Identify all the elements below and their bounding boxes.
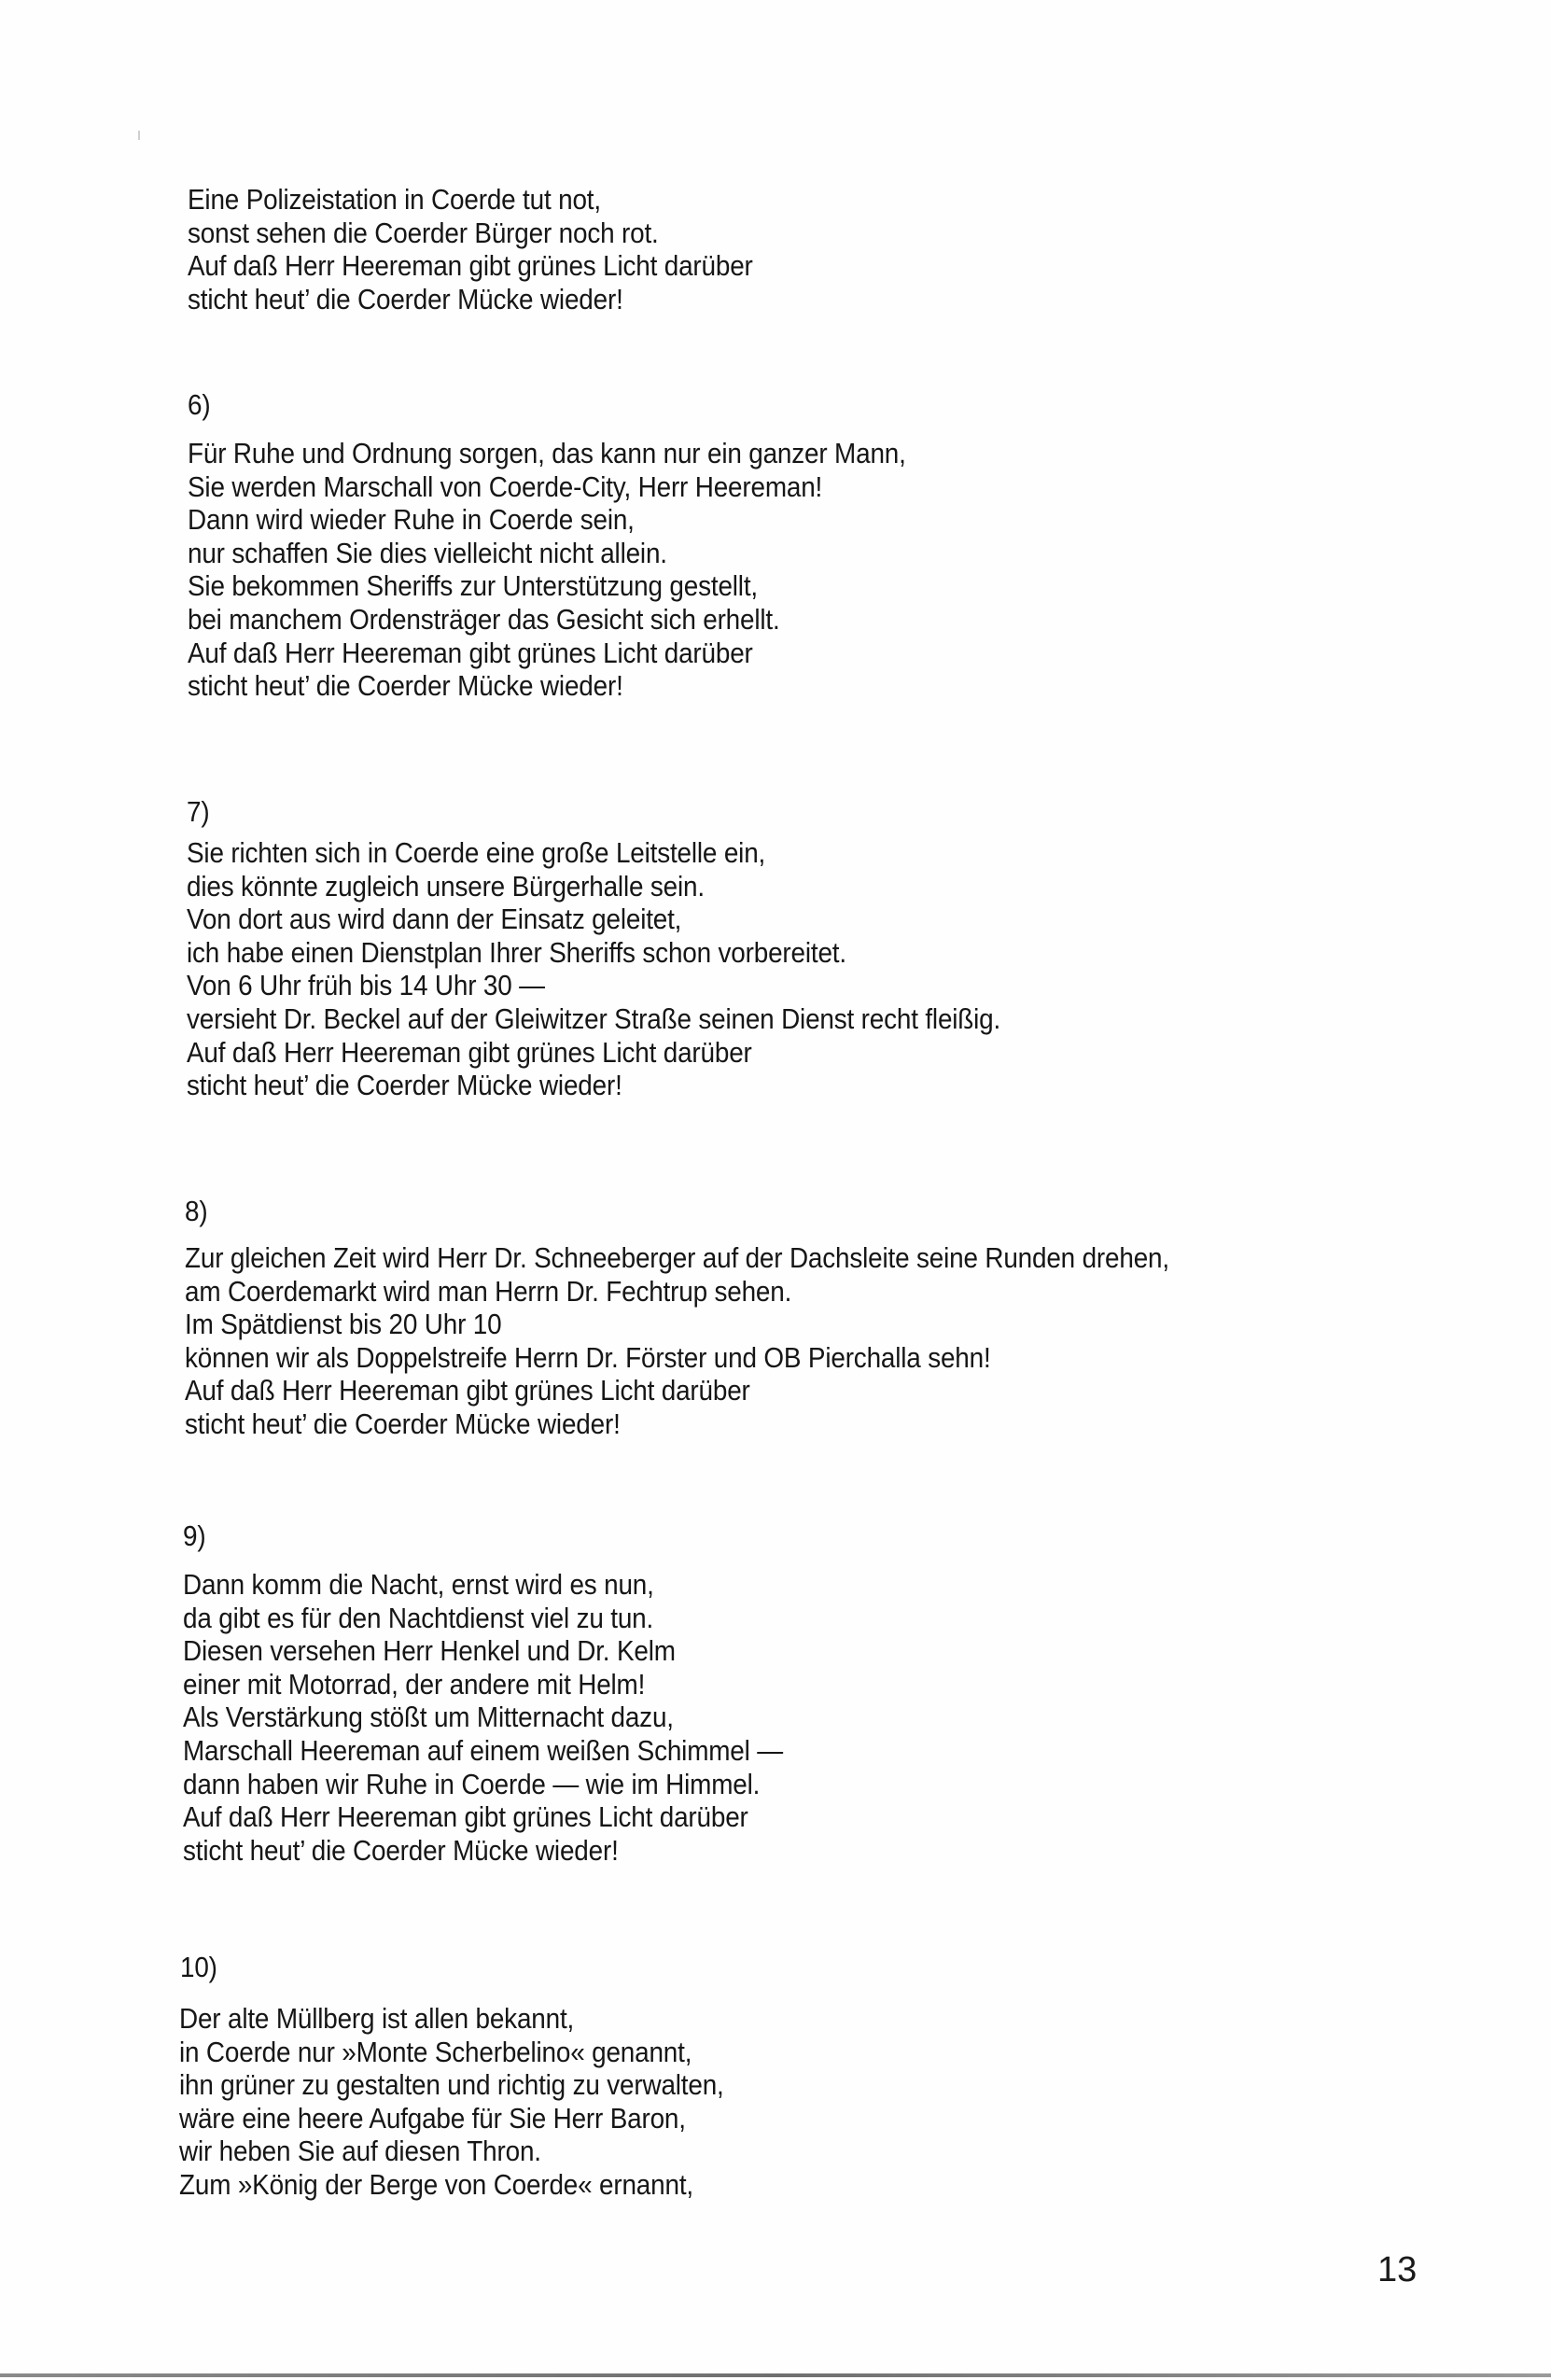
page-bottom-edge xyxy=(0,2373,1551,2377)
verse-line: Sie richten sich in Coerde eine große Leitstelle ein, xyxy=(187,836,766,869)
verse-line: Sie werden Marschall von Coerde-City, Herr Heereman! xyxy=(188,469,823,503)
stanza-9 xyxy=(183,1568,849,1867)
stanza-number: 6) xyxy=(188,388,211,421)
page-number: 13 xyxy=(1377,2250,1418,2289)
verse-line: Zum »König der Berge von Coerde« ernannt, xyxy=(179,2167,693,2201)
verse-line: Im Spätdienst bis 20 Uhr 10 xyxy=(185,1308,502,1341)
stanza-number: 10) xyxy=(180,1951,217,1983)
verse-line: Eine Polizeistation in Coerde tut not, xyxy=(188,183,601,216)
verse-line: nur schaffen Sie dies vielleicht nicht allein. xyxy=(188,536,667,569)
stanza-6 xyxy=(188,437,985,703)
verse-line: Als Verstärkung stößt um Mitternacht dazu, xyxy=(183,1701,674,1734)
verse-line: am Coerdemarkt wird man Herrn Dr. Fechtrup sehen. xyxy=(185,1274,792,1308)
verse-line: Zur gleichen Zeit wird Herr Dr. Schneeberger auf der Dachsleite seine Runden drehen, xyxy=(185,1241,1169,1274)
verse-line: Der alte Müllberg ist allen bekannt, xyxy=(179,2002,575,2035)
verse-line: Sie bekommen Sheriffs zur Unterstützung gestellt, xyxy=(188,569,758,603)
verse-line: versieht Dr. Beckel auf der Gleiwitzer Straße seinen Dienst recht fleißig. xyxy=(187,1001,1001,1035)
stanza-number: 7) xyxy=(187,795,210,828)
verse-line: da gibt es für den Nachtdienst viel zu tun. xyxy=(183,1601,654,1634)
verse-line: Dann komm die Nacht, ernst wird es nun, xyxy=(183,1568,654,1601)
verse-line: ihn grüner zu gestalten und richtig zu verwalten, xyxy=(179,2068,724,2102)
verse-line: sticht heut’ die Coerder Mücke wieder! xyxy=(187,1069,622,1102)
verse-line: Auf daß Herr Heereman gibt grünes Licht darüber xyxy=(183,1800,748,1834)
verse-line: Auf daß Herr Heereman gibt grünes Licht darüber xyxy=(187,1035,752,1069)
verse-line: wäre eine heere Aufgabe für Sie Herr Baron, xyxy=(179,2101,686,2135)
verse-line: ich habe einen Dienstplan Ihrer Sheriffs schon vorbereitet. xyxy=(187,935,846,969)
verse-line: dies könnte zugleich unsere Bürgerhalle sein. xyxy=(187,869,705,903)
verse-line: einer mit Motorrad, der andere mit Helm! xyxy=(183,1667,646,1701)
verse-line: Marschall Heereman auf einem weißen Schimmel — xyxy=(183,1733,783,1767)
verse-line: Auf daß Herr Heereman gibt grünes Licht darüber xyxy=(185,1374,750,1407)
verse-line: Von dort aus wird dann der Einsatz geleitet, xyxy=(187,903,682,936)
stanza-number: 9) xyxy=(183,1519,206,1552)
stanza-10 xyxy=(179,2002,784,2202)
verse-line: sonst sehen die Coerder Bürger noch rot. xyxy=(188,216,659,249)
verse-line: Diesen versehen Herr Henkel und Dr. Kelm xyxy=(183,1634,676,1668)
verse-line: sticht heut’ die Coerder Mücke wieder! xyxy=(185,1407,621,1440)
verse-line: können wir als Doppelstreife Herrn Dr. Förster und OB Pierchalla sehn! xyxy=(185,1340,991,1374)
verse-line: bei manchem Ordensträger das Gesicht sich erhellt. xyxy=(188,602,780,636)
stanza-5-continuation xyxy=(188,183,816,315)
verse-line: sticht heut’ die Coerder Mücke wieder! xyxy=(188,669,623,703)
scan-speck xyxy=(138,131,140,140)
verse-line: wir heben Sie auf diesen Thron. xyxy=(179,2135,541,2168)
stanza-8 xyxy=(185,1241,1279,1441)
verse-line: in Coerde nur »Monte Scherbelino« genannt, xyxy=(179,2035,692,2068)
stanza-number: 8) xyxy=(185,1195,208,1227)
verse-line: Von 6 Uhr früh bis 14 Uhr 30 — xyxy=(187,969,545,1002)
verse-line: sticht heut’ die Coerder Mücke wieder! xyxy=(183,1833,619,1867)
verse-line: Auf daß Herr Heereman gibt grünes Licht darüber xyxy=(188,636,753,669)
stanza-7 xyxy=(187,836,1091,1102)
verse-line: dann haben wir Ruhe in Coerde — wie im Himmel. xyxy=(183,1767,761,1800)
verse-line: Für Ruhe und Ordnung sorgen, das kann nur ein ganzer Mann, xyxy=(188,437,906,469)
verse-line: Dann wird wieder Ruhe in Coerde sein, xyxy=(188,503,635,537)
verse-line: sticht heut’ die Coerder Mücke wieder! xyxy=(188,282,623,315)
verse-line: Auf daß Herr Heereman gibt grünes Licht darüber xyxy=(188,249,753,283)
